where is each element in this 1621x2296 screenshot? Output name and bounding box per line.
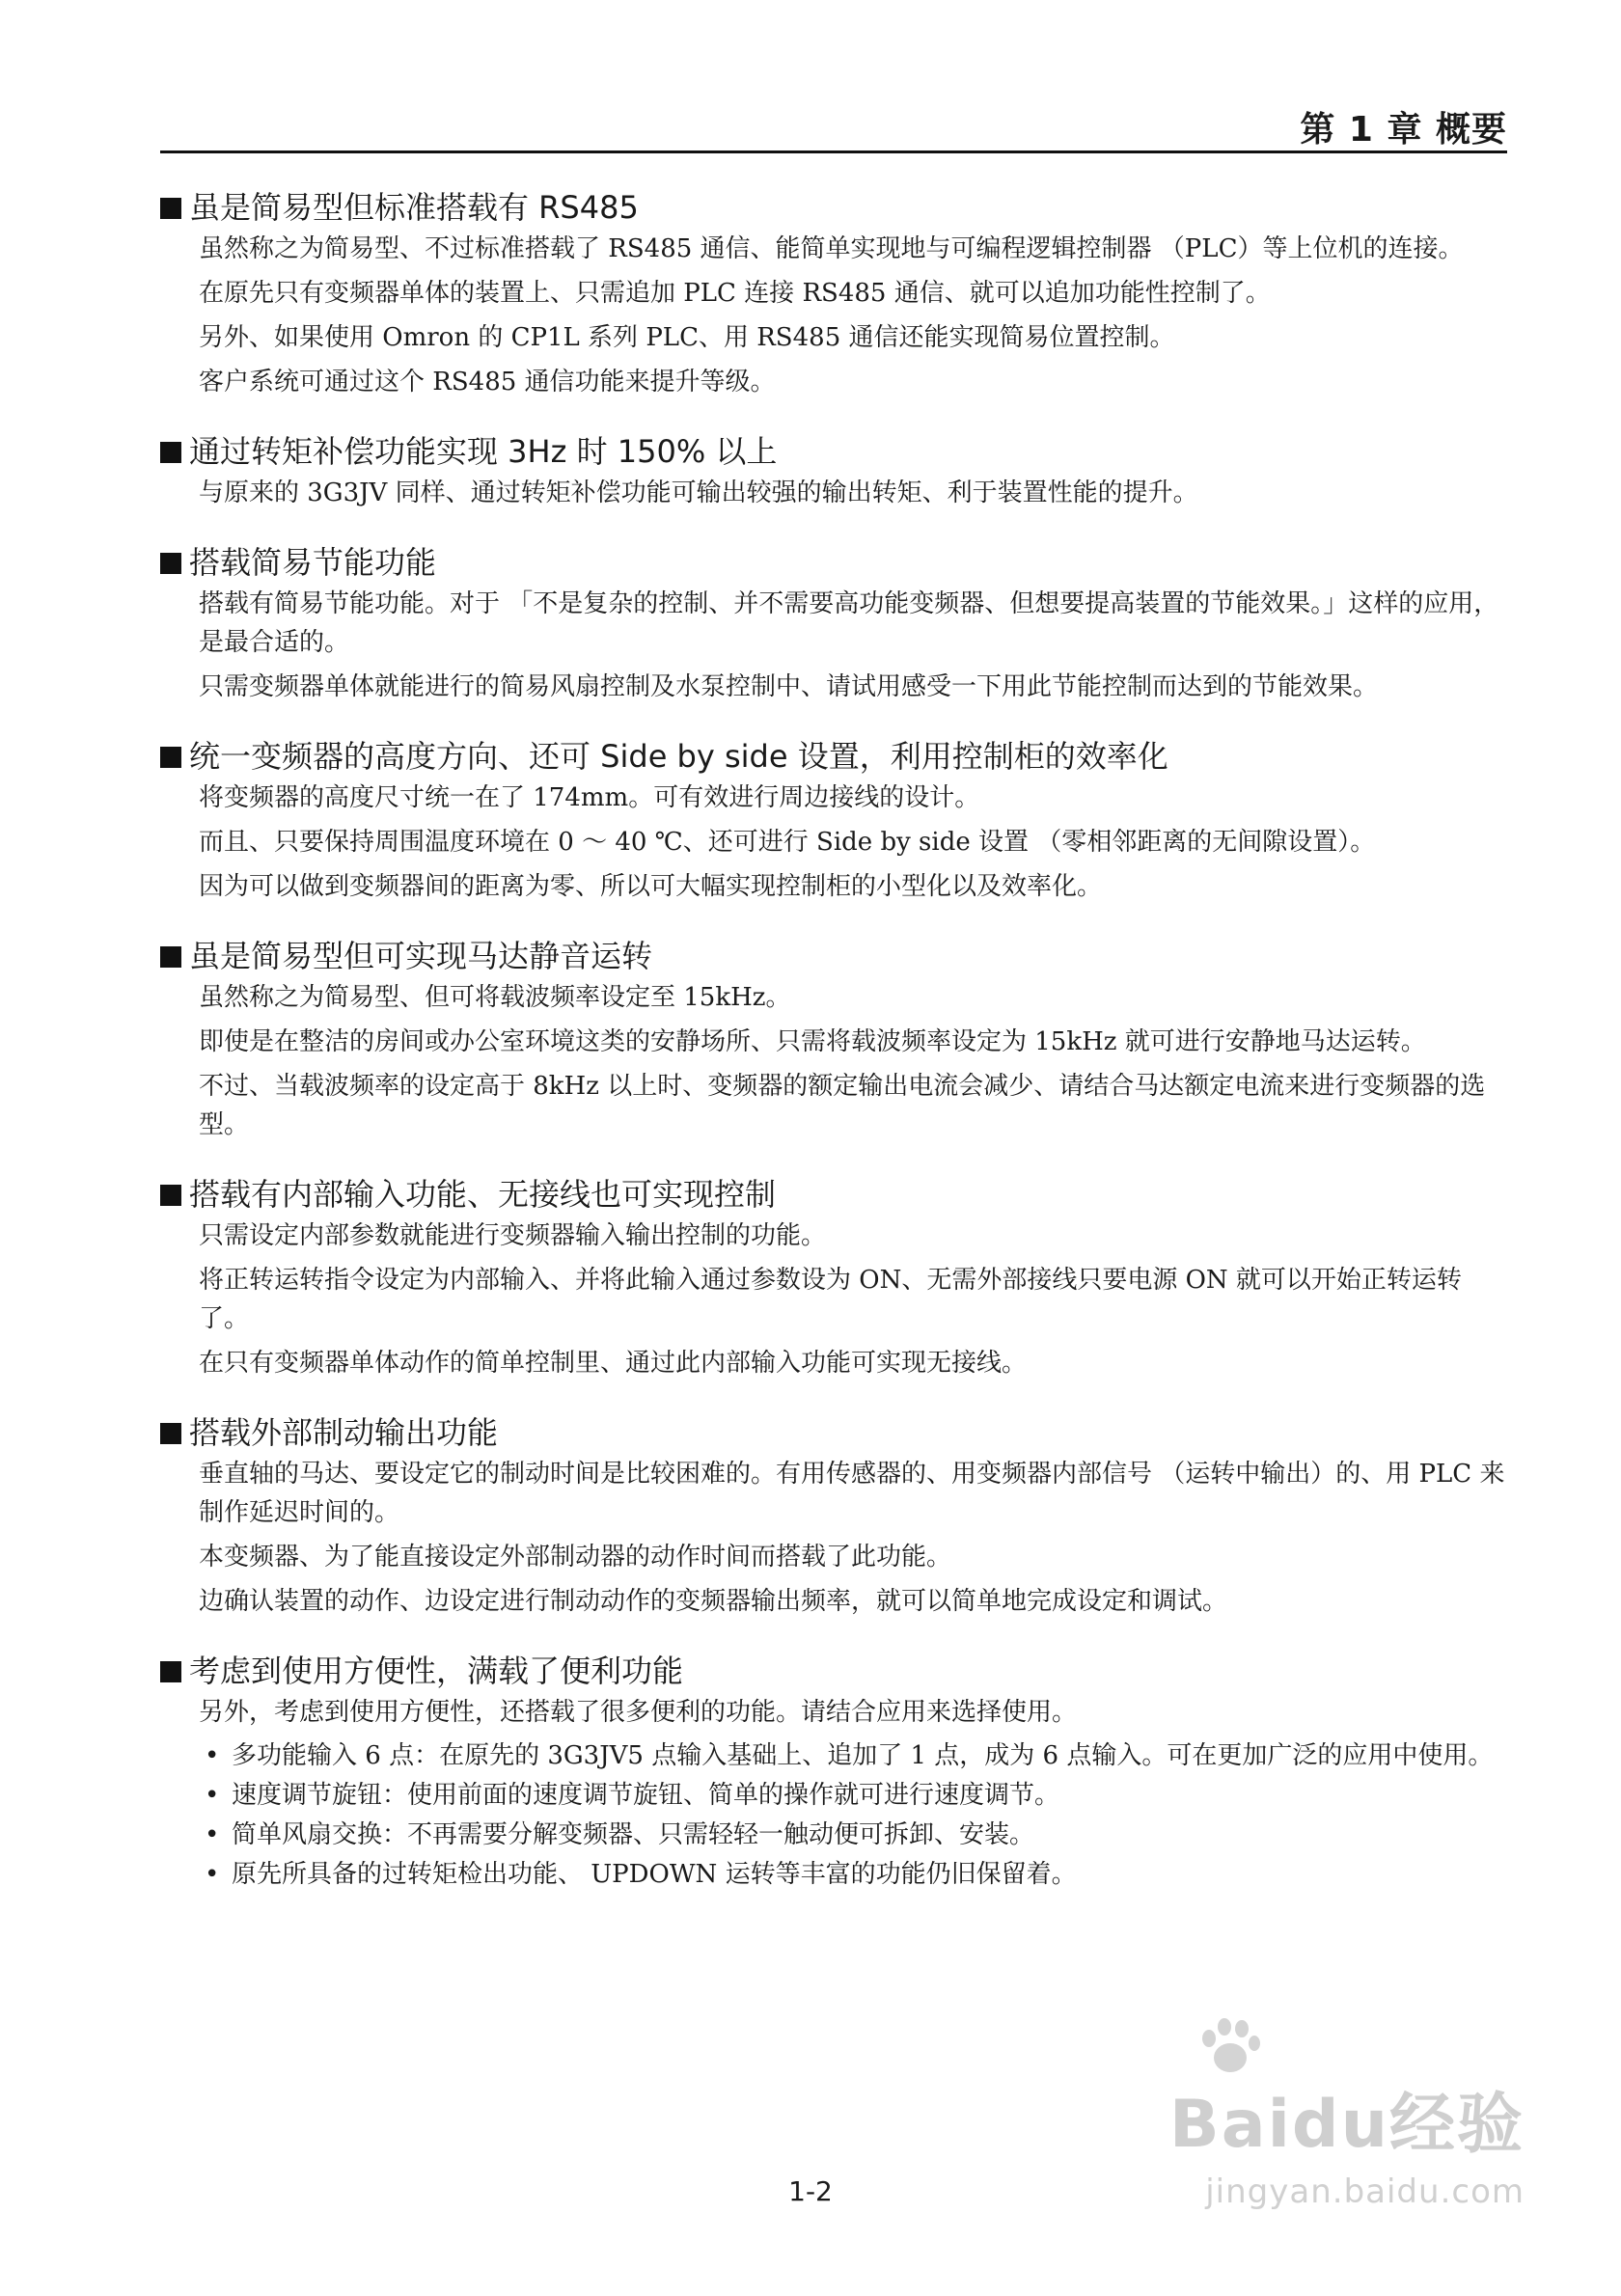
paragraph: 只需变频器单体就能进行的简易风扇控制及水泵控制中、请试用感受一下用此节能控制而达到的节能效果。 [199, 672, 1379, 701]
section-energy-saving [160, 544, 1511, 706]
square-bullet-icon [160, 946, 181, 968]
square-bullet-icon [160, 1185, 181, 1206]
list-item: • 原先所具备的过转矩检出功能、 UPDOWN 运转等丰富的功能仍旧保留着。 [199, 1856, 1511, 1894]
paragraph: 垂直轴的马达、要设定它的制动时间是比较困难的。有用传感器的、用变频器内部信号 （运转中输出）的、用 PLC 来制作延迟时间的。 [199, 1460, 1505, 1527]
chapter-title: 第 1 章 概要 [1300, 110, 1507, 150]
section-title: 搭载有内部输入功能、无接线也可实现控制 [160, 1176, 1511, 1213]
bullet-dot-icon: • [205, 1860, 220, 1889]
section-title: 统一变频器的高度方向、还可 Side by side 设置，利用控制柜的效率化 [160, 738, 1511, 775]
square-bullet-icon [160, 198, 181, 219]
baidu-watermark [1168, 2072, 1525, 2255]
paragraph: 另外、如果使用 Omron 的 CP1L 系列 PLC、用 RS485 通信还能实现简易位置控制。 [199, 323, 1175, 352]
square-bullet-icon [160, 1423, 181, 1444]
paragraph: 而且、只要保持周围温度环境在 0 ～ 40 ℃、还可进行 Side by side 设置 （零相邻距离的无间隙设置）。 [199, 828, 1376, 857]
list-item: • 多功能输入 6 点：在原先的 3G3JV5 点输入基础上、追加了 1 点，成为 6 点输入。可在更加广泛的应用中使用。 [199, 1737, 1511, 1775]
bullet-dot-icon: • [205, 1820, 220, 1849]
paw-logo-icon [1196, 2016, 1264, 2078]
paragraph: 在只有变频器单体动作的简单控制里、通过此内部输入功能可实现无接线。 [199, 1349, 1028, 1378]
section-torque-compensation [160, 433, 1511, 512]
square-bullet-icon [160, 442, 181, 463]
document-body [160, 189, 1511, 1926]
section-title: 搭载外部制动输出功能 [160, 1414, 1511, 1451]
section-title: 搭载简易节能功能 [160, 544, 1511, 581]
paragraph: 客户系统可通过这个 RS485 通信功能来提升等级。 [199, 368, 776, 396]
bullet-dot-icon: • [205, 1741, 220, 1770]
section-internal-input [160, 1176, 1511, 1382]
section-title: 考虑到使用方便性，满载了便利功能 [160, 1653, 1511, 1689]
bullet-dot-icon: • [205, 1781, 220, 1810]
section-side-by-side [160, 738, 1511, 906]
section-quiet-operation [160, 938, 1511, 1144]
list-item: • 速度调节旋钮：使用前面的速度调节旋钮、简单的操作就可进行速度调节。 [199, 1777, 1511, 1815]
paragraph: 与原来的 3G3JV 同样、通过转矩补偿功能可输出较强的输出转矩、利于装置性能的提升。 [199, 478, 1198, 507]
list-item: • 简单风扇交换：不再需要分解变频器、只需轻轻一触动便可拆卸、安装。 [199, 1817, 1511, 1854]
paragraph: 虽然称之为简易型、不过标准搭载了 RS485 通信、能简单实现地与可编程逻辑控制器 （PLC）等上位机的连接。 [199, 234, 1464, 263]
paragraph: 边确认装置的动作、边设定进行制动动作的变频器输出频率，就可以简单地完成设定和调试。 [199, 1587, 1228, 1616]
watermark-logo-text: Baidu经验 [1168, 2087, 1525, 2163]
paragraph: 虽然称之为简易型、但可将载波频率设定至 15kHz。 [199, 983, 791, 1012]
paragraph: 将正转运转指令设定为内部输入、并将此输入通过参数设为 ON、无需外部接线只要电源 ON 就可以开始正转运转了。 [199, 1266, 1462, 1333]
page-header [160, 100, 1507, 153]
section-rs485 [160, 189, 1511, 401]
section-title: 虽是简易型但可实现马达静音运转 [160, 938, 1511, 974]
feature-list [199, 1737, 1511, 1894]
paragraph: 本变频器、为了能直接设定外部制动器的动作时间而搭载了此功能。 [199, 1543, 952, 1572]
section-convenience [160, 1653, 1511, 1894]
section-title: 虽是简易型但标准搭载有 RS485 [160, 189, 1511, 226]
paragraph: 因为可以做到变频器间的距离为零、所以可大幅实现控制柜的小型化以及效率化。 [199, 872, 1103, 901]
square-bullet-icon [160, 553, 181, 574]
paragraph: 只需设定内部参数就能进行变频器输入输出控制的功能。 [199, 1221, 827, 1250]
square-bullet-icon [160, 1661, 181, 1682]
paragraph: 即使是在整洁的房间或办公室环境这类的安静场所、只需将载波频率设定为 15kHz 就可进行安静地马达运转。 [199, 1027, 1426, 1056]
paragraph: 在原先只有变频器单体的装置上、只需追加 PLC 连接 RS485 通信、就可以追加功能性控制了。 [199, 279, 1271, 308]
paragraph: 不过、当载波频率的设定高于 8kHz 以上时、变频器的额定输出电流会减少、请结合马达额定电流来进行变频器的选型。 [199, 1072, 1486, 1139]
section-title: 通过转矩补偿功能实现 3Hz 时 150% 以上 [160, 433, 1511, 470]
paragraph: 搭载有简易节能功能。对于 「不是复杂的控制、并不需要高功能变频器、但想要提高装置的节能效果。」这样的应用，是最合适的。 [199, 589, 1499, 657]
section-brake-output [160, 1414, 1511, 1621]
paragraph: 将变频器的高度尺寸统一在了 174mm。可有效进行周边接线的设计。 [199, 783, 980, 812]
square-bullet-icon [160, 747, 181, 768]
paragraph: 另外，考虑到使用方便性，还搭载了很多便利的功能。请结合应用来选择使用。 [199, 1698, 1078, 1727]
page-number: 1-2 [788, 2175, 833, 2207]
watermark-url: jingyan.baidu.com [1205, 2173, 1525, 2211]
